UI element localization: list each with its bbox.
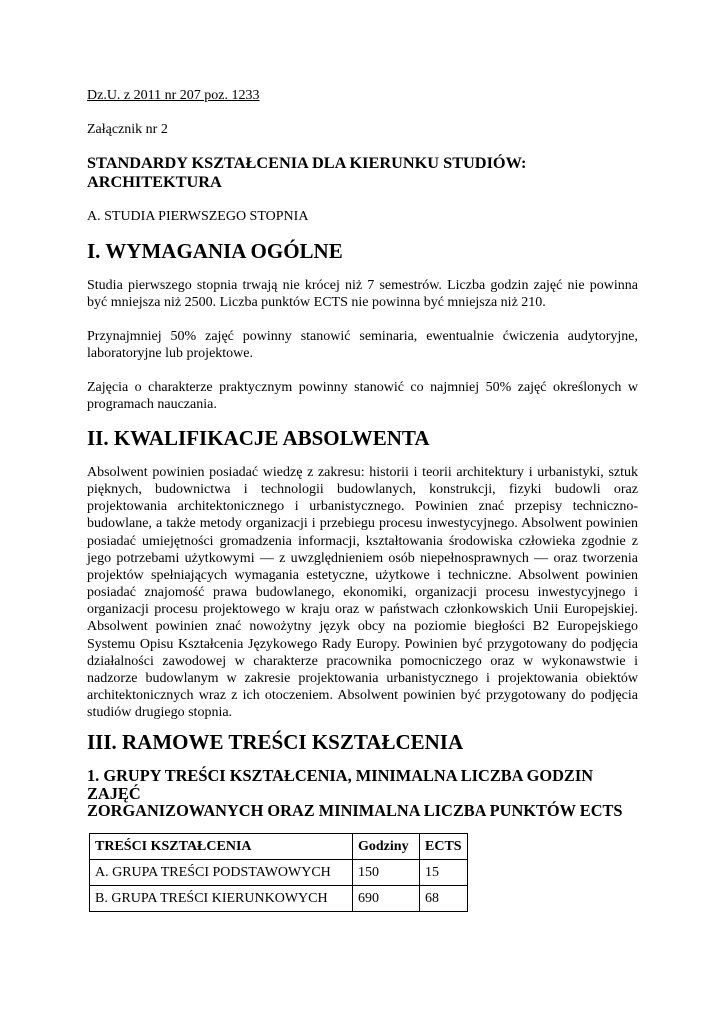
table-row	[90, 886, 468, 912]
header-hours: Godziny	[353, 834, 420, 860]
paragraph-practical-classes: Zajęcia o charakterze praktycznym powinny stanowić co najmniej 50% zajęć określonych w programach nauczania.	[87, 380, 638, 413]
paragraph-qualifications: Absolwent powinien posiadać wiedzę z zakresu: historii i teorii architektury i urbanistyki, sztuk pięknych, budownictwa i technologii budowlanych, konstrukcji, fizyki budowli oraz projektowania architektonicznego i urbanistycznego. Powinien znać przepisy techniczno-budowlane, a także metody organizacji i przebiegu procesu inwestycyjnego. Absolwent powinien posiadać umiejętności gromadzenia informacji, kształtowania środowiska człowieka zgodnie z jego potrzebami użytkowymi — z uwzględnieniem osób niepełnosprawnych — oraz tworzenia projektów spełniających wymagania estetyczne, użytkowe i techniczne. Absolwent powinien posiadać znajomość prawa budowlanego, ekonomiki, organizacji procesu inwestycyjnego i organizacji procesu projektowego w kraju oraz w państwach członkowskich Unii Europejskiej. Absolwent powinien znać nowożytny język obcy na poziomie biegłości B2 Europejskiego Systemu Opisu Kształcenia Językowego Rady Europy. Powinien być przygotowany do podjęcia działalności zawodowej w charakterze pracownika pomocniczego oraz w wykonawstwie i nadzorze budowlanym w zakresie projektowania urbanistycznego i projektowania obiektów architektonicznych wraz z ich otoczeniem. Absolwent powinien być przygotowany do podjęcia studiów drugiego stopnia.	[87, 465, 638, 721]
annex-label: Załącznik nr 2	[87, 122, 168, 137]
table-row	[90, 860, 468, 886]
cell-ects: 15	[420, 860, 468, 886]
section-heading-graduate-qualifications: II. KWALIFIKACJE ABSOLWENTA	[87, 426, 430, 450]
cell-hours: 150	[353, 860, 420, 886]
title-line-2: ARCHITEKTURA	[87, 172, 222, 191]
header-ects: ECTS	[420, 834, 468, 860]
cell-ects: 68	[420, 886, 468, 912]
section-heading-general-requirements: I. WYMAGANIA OGÓLNE	[87, 239, 343, 263]
paragraph-duration: Studia pierwszego stopnia trwają nie krócej niż 7 semestrów. Liczba godzin zajęć nie powinna być mniejsza niż 2500. Liczba punktów ECTS nie powinna być mniejsza niż 210.	[87, 278, 638, 311]
subsection-heading-content-groups	[87, 767, 638, 820]
cell-group-name: B. GRUPA TREŚCI KIERUNKOWYCH	[90, 886, 353, 912]
cell-group-name: A. GRUPA TREŚCI PODSTAWOWYCH	[90, 860, 353, 886]
subsection-line-2: ZORGANIZOWANYCH ORAZ MINIMALNA LICZBA PUNKTÓW ECTS	[87, 801, 623, 820]
title-line-1: STANDARDY KSZTAŁCENIA DLA KIERUNKU STUDIÓW:	[87, 153, 527, 172]
source-reference: Dz.U. z 2011 nr 207 poz. 1233	[87, 88, 260, 103]
document-title	[87, 153, 638, 191]
section-heading-framework-content: III. RAMOWE TREŚCI KSZTAŁCENIA	[87, 730, 464, 754]
paragraph-seminars: Przynajmniej 50% zajęć powinny stanowić seminaria, ewentualnie ćwiczenia audytoryjne, laboratoryjne lub projektowe.	[87, 329, 638, 362]
header-content: TREŚCI KSZTAŁCENIA	[90, 834, 353, 860]
subsection-line-1: 1. GRUPY TREŚCI KSZTAŁCENIA, MINIMALNA LICZBA GODZIN ZAJĘĆ	[87, 766, 594, 803]
document-subtitle: A. STUDIA PIERWSZEGO STOPNIA	[87, 209, 309, 224]
content-groups-table	[89, 833, 468, 912]
table-header-row	[90, 834, 468, 860]
cell-hours: 690	[353, 886, 420, 912]
